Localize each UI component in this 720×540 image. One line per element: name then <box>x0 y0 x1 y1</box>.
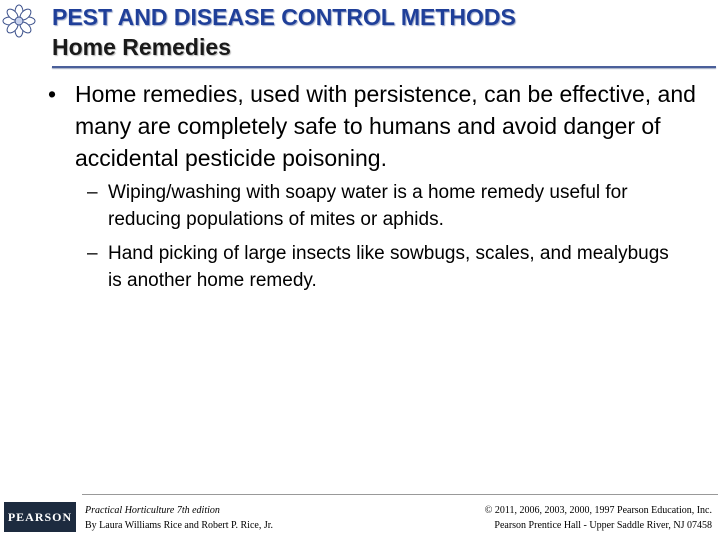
sub-bullet-text: Hand picking of large insects like sowbugs, scales, and mealybugs is another home remedy. <box>108 243 669 291</box>
book-title: Practical Horticulture 7th edition <box>85 505 220 516</box>
main-bullet-text: Home remedies, used with persistence, can be effective, and many are completely safe to humans and avoid danger of accidental pesticide poisoning. <box>75 81 696 171</box>
copyright-text: © 2011, 2006, 2003, 2000, 1997 Pearson Education, Inc. <box>484 505 712 516</box>
sub-bullet-mark: – <box>87 182 98 203</box>
main-bullet <box>48 78 708 174</box>
publisher-text: Pearson Prentice Hall - Upper Saddle River, NJ 07458 <box>494 520 712 531</box>
bullet-mark: • <box>48 81 57 107</box>
footer-divider <box>82 494 718 495</box>
footer-copyright <box>485 503 712 533</box>
sub-bullet-text: Wiping/washing with soapy water is a home remedy useful for reducing populations of mites or aphids. <box>108 182 628 230</box>
title-divider <box>52 66 716 68</box>
sub-bullet <box>87 240 687 294</box>
sub-bullet-mark: – <box>87 243 98 264</box>
flower-icon <box>2 4 36 38</box>
book-authors: By Laura Williams Rice and Robert P. Rice, Jr. <box>85 520 273 531</box>
sub-bullet <box>87 179 687 233</box>
pearson-logo-text: PEARSON <box>7 509 73 524</box>
slide-title: PEST AND DISEASE CONTROL METHODS <box>52 4 516 30</box>
pearson-logo <box>4 502 76 532</box>
footer-book-info <box>85 503 273 533</box>
slide-subtitle: Home Remedies <box>52 34 231 60</box>
